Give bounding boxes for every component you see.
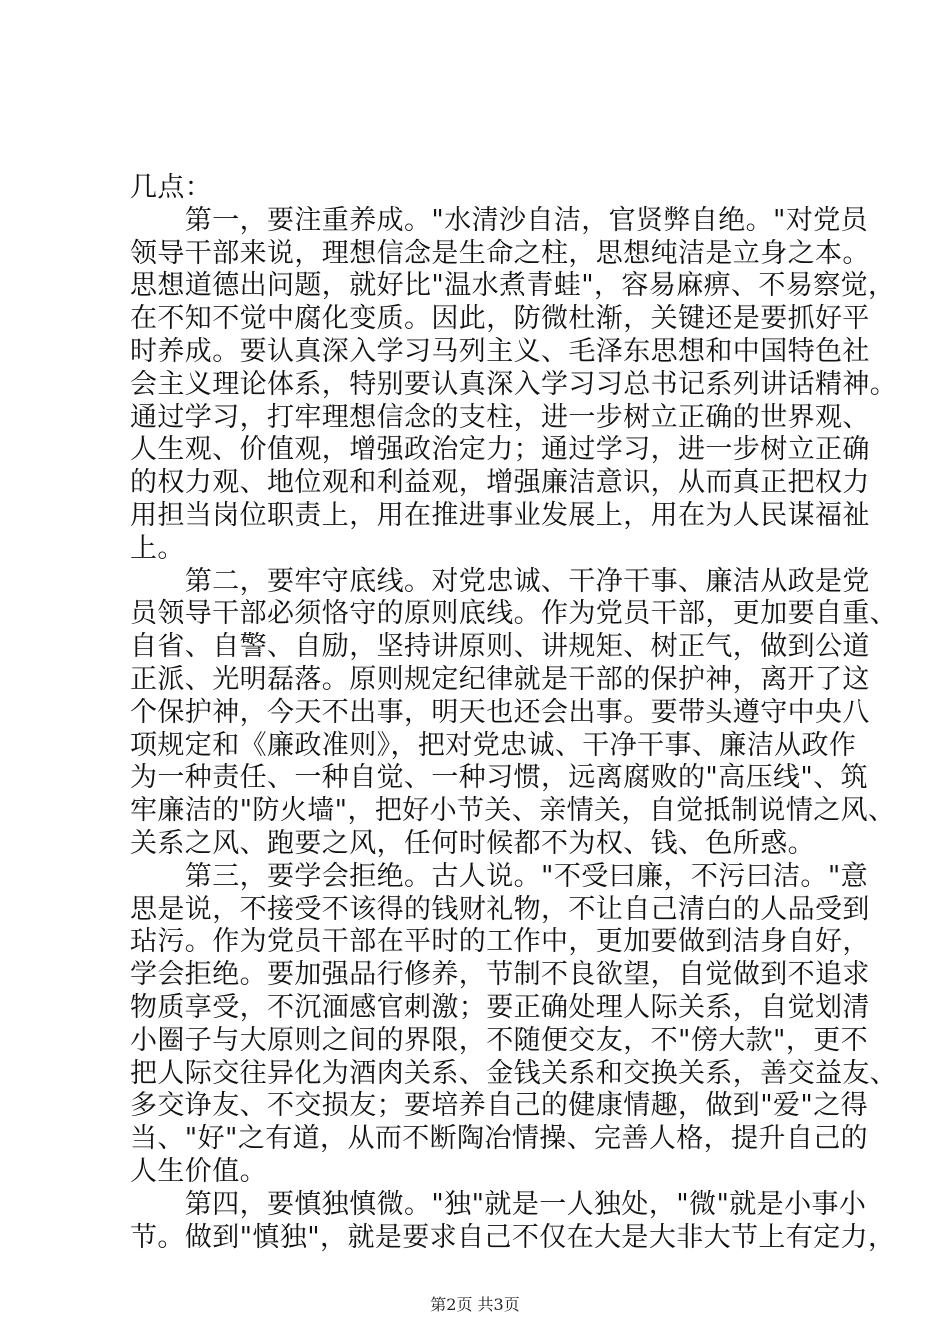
text-line: 多交诤友、不交损友；要培养自己的健康情趣，做到"爱"之得 — [130, 1090, 869, 1122]
text-line: 正派、光明磊落。原则规定纪律就是干部的保护神，离开了这 — [130, 663, 870, 695]
text-line: 第二，要牢守底线。对党忠诚、干净干事、廉洁从政是党 — [130, 565, 870, 597]
document-body — [130, 172, 898, 1254]
text-line: 个保护神，今天不出事，明天也还会出事。要带头遵守中央八 — [130, 696, 870, 728]
text-line: 当、"好"之有道，从而不断陶冶情操、完善人格，提升自己的 — [130, 1123, 869, 1155]
text-line: 节。做到"慎独"，就是要求自己不仅在大是大非大节上有定力， — [130, 1221, 896, 1253]
text-line: 为一种责任、一种自觉、一种习惯，远离腐败的"高压线"、筑 — [130, 762, 869, 794]
page-number-footer: 第2页 共3页 — [430, 1295, 520, 1314]
text-line: 自省、自警、自励，坚持讲原则、讲规矩、树正气，做到公道 — [130, 631, 870, 663]
text-line: 人生价值。 — [130, 1155, 267, 1187]
text-line: 在不知不觉中腐化变质。因此，防微杜渐，关键还是要抓好平 — [130, 303, 870, 335]
text-line: 关系之风、跑要之风，任何时候都不为权、钱、色所惑。 — [130, 827, 815, 859]
text-line: 时养成。要认真深入学习马列主义、毛泽东思想和中国特色社 — [130, 335, 870, 367]
text-line: 思是说，不接受不该得的钱财礼物，不让自己清白的人品受到 — [130, 893, 870, 925]
text-line: 牢廉洁的"防火墙"，把好小节关、亲情关，自觉抵制说情之风、 — [130, 795, 896, 827]
text-line: 小圈子与大原则之间的界限，不随便交友，不"傍大款"，更不 — [130, 1024, 869, 1056]
text-line: 会主义理论体系，特别要认真深入学习习总书记系列讲话精神。 — [130, 368, 898, 400]
text-line: 物质享受，不沉湎感官刺激；要正确处理人际关系，自觉划清 — [130, 991, 870, 1023]
text-line: 领导干部来说，理想信念是生命之柱，思想纯洁是立身之本。 — [130, 237, 870, 269]
text-line: 第三，要学会拒绝。古人说。"不受曰廉，不污曰洁。"意 — [130, 860, 869, 892]
text-line: 玷污。作为党员干部在平时的工作中，更加要做到洁身自好， — [130, 926, 870, 958]
text-line: 用担当岗位职责上，用在推进事业发展上，用在为人民谋福祉 — [130, 499, 870, 531]
text-line: 第一，要注重养成。"水清沙自洁，官贤弊自绝。"对党员 — [130, 204, 869, 236]
text-line: 几点： — [130, 172, 213, 203]
text-line: 把人际交往异化为酒肉关系、金钱关系和交换关系，善交益友、 — [130, 1057, 898, 1089]
text-line: 员领导干部必须恪守的原则底线。作为党员干部，更加要自重、 — [130, 598, 898, 630]
text-line: 思想道德出问题，就好比"温水煮青蛙"，容易麻痹、不易察觉， — [130, 270, 896, 302]
text-line: 项规定和《廉政准则》，把对党忠诚、干净干事、廉洁从政作 — [130, 729, 857, 761]
text-line: 第四，要慎独慎微。"独"就是一人独处，"微"就是小事小 — [130, 1188, 867, 1220]
text-line: 人生观、价值观，增强政治定力；通过学习，进一步树立正确 — [130, 434, 870, 466]
text-line: 上。 — [130, 532, 185, 564]
text-line: 通过学习，打牢理想信念的支柱，进一步树立正确的世界观、 — [130, 401, 870, 433]
text-line: 的权力观、地位观和利益观，增强廉洁意识，从而真正把权力 — [130, 467, 870, 499]
text-line: 学会拒绝。要加强品行修养，节制不良欲望，自觉做到不追求 — [130, 959, 870, 991]
